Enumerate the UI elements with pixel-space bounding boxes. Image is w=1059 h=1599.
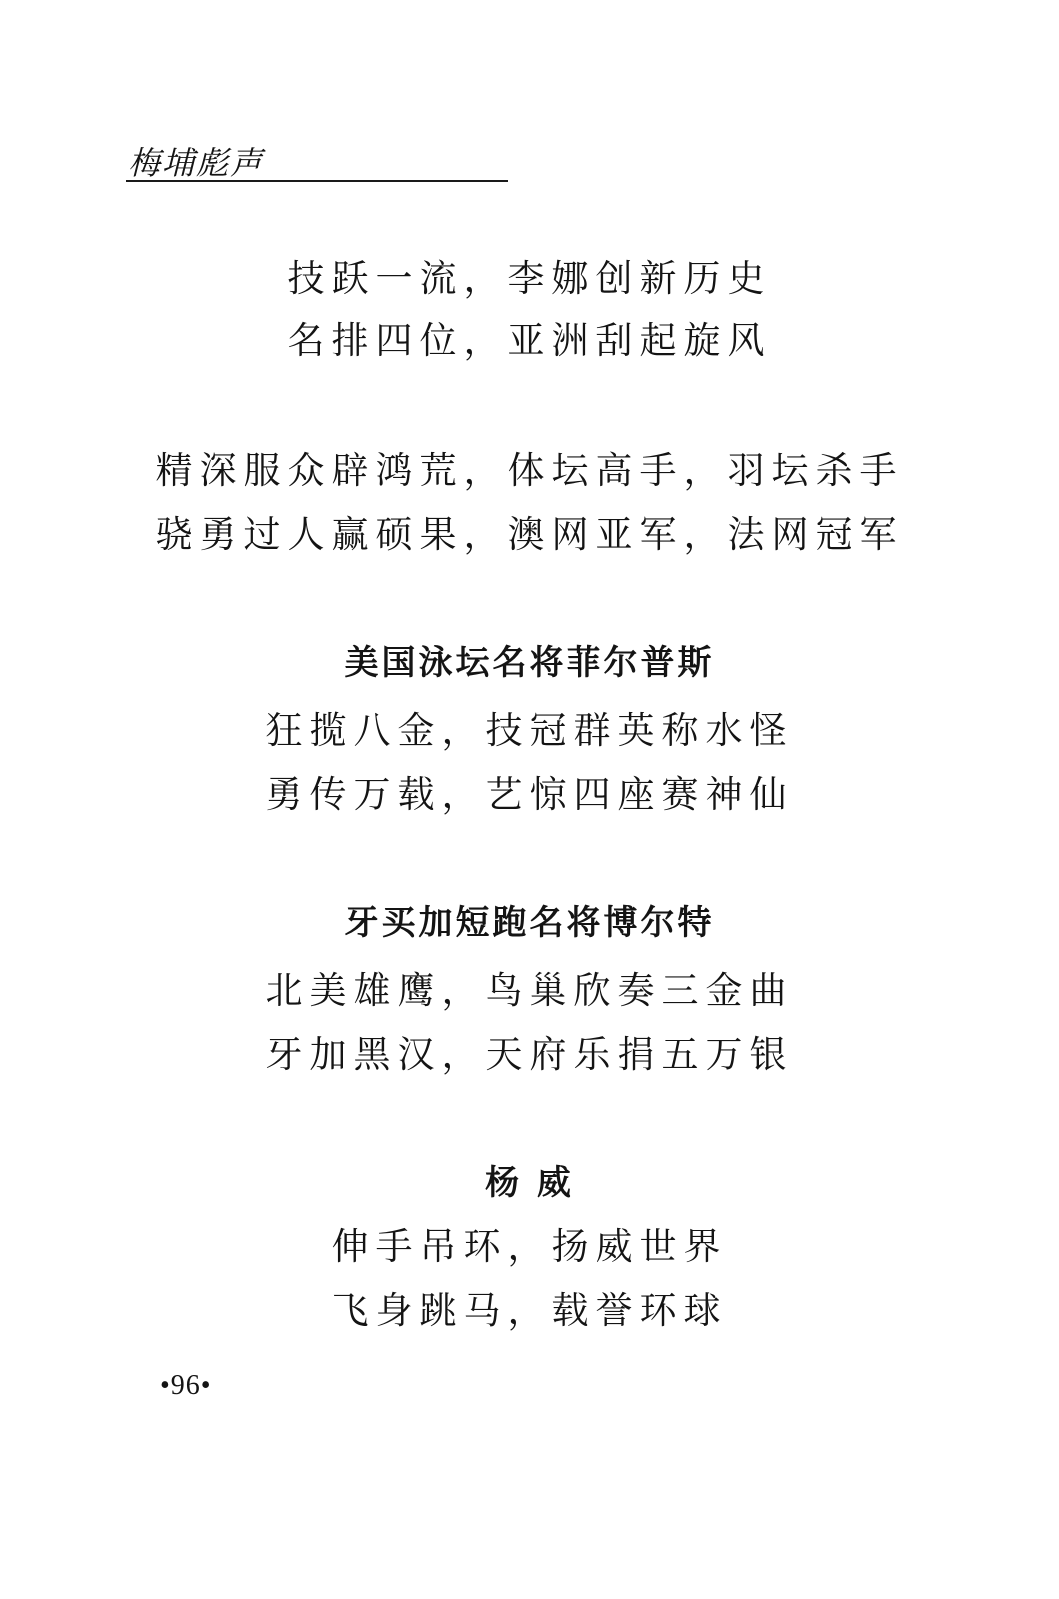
section-title-bolt: 牙买加短跑名将博尔特 bbox=[344, 903, 715, 943]
couplet-line-1-2: 名排四位，亚洲刮起旋风 bbox=[287, 319, 772, 362]
couplet-line-4-2: 牙加黑汉，天府乐捐五万银 bbox=[265, 1033, 794, 1076]
running-head-rule bbox=[126, 180, 508, 182]
couplet-line-5-2: 飞身跳马，载誉环球 bbox=[331, 1289, 728, 1332]
couplet-line-3-2: 勇传万载，艺惊四座赛神仙 bbox=[265, 773, 794, 816]
couplet-line-2-1: 精深服众辟鸿荒，体坛高手，羽坛杀手 bbox=[155, 449, 904, 492]
couplet-line-5-1: 伸手吊环，扬威世界 bbox=[331, 1225, 728, 1268]
running-head: 梅埔彪声 bbox=[128, 144, 265, 182]
page-number: •96• bbox=[160, 1370, 212, 1401]
couplet-line-4-1: 北美雄鹰，鸟巢欣奏三金曲 bbox=[265, 969, 794, 1012]
couplet-line-3-1: 狂揽八金，技冠群英称水怪 bbox=[265, 709, 794, 752]
section-title-yang-wei: 杨 威 bbox=[485, 1163, 574, 1203]
section-title-phelps: 美国泳坛名将菲尔普斯 bbox=[344, 643, 715, 683]
couplet-line-1-1: 技跃一流，李娜创新历史 bbox=[287, 257, 772, 300]
couplet-line-2-2: 骁勇过人赢硕果，澳网亚军，法网冠军 bbox=[155, 513, 904, 556]
